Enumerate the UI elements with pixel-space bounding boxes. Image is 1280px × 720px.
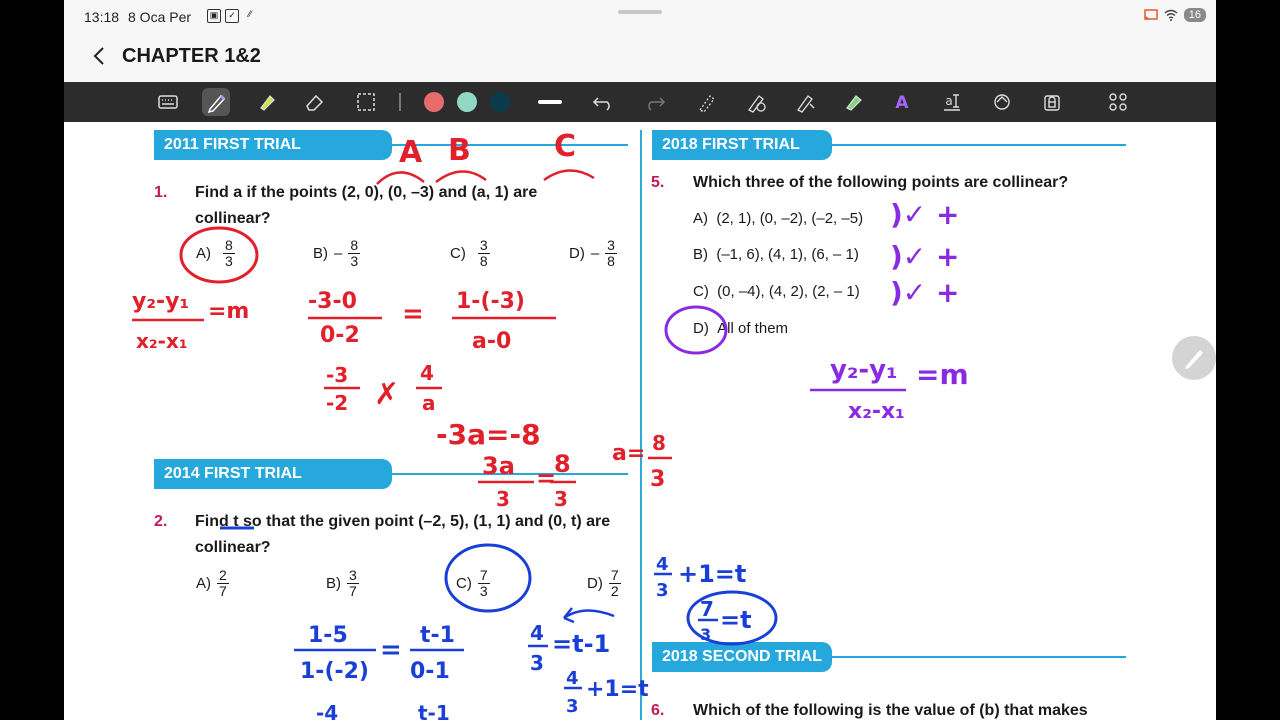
option-label: C) [693,283,709,300]
ink-q2-boxed-rhs: =t [720,606,752,634]
more-grid-icon[interactable] [1104,88,1132,116]
eraser-icon[interactable] [300,88,328,116]
ink-q1-step1-den: 0-2 [320,323,360,348]
ink-q1-step3: -3a=-8 [436,418,541,451]
title-bar [64,34,1216,82]
status-right [1144,8,1206,22]
text-a-icon[interactable] [888,88,916,116]
ink-arrow [564,610,614,618]
numerator: 7 [610,567,619,583]
battery-indicator: 16 [1184,8,1206,22]
ink-q2-top-rhs: +1=t [678,560,747,588]
keyboard-icon[interactable] [154,88,182,116]
redo-icon[interactable] [641,88,669,116]
ink-label-c: C [554,129,577,164]
q2-option-b[interactable] [326,568,359,599]
ink-q5-formula-eq: =m [916,358,969,391]
option-fraction [478,568,490,599]
ink-q2-step1-rhs-den: 0-1 [410,659,450,684]
q5-number: 5. [651,174,665,191]
denominator: 8 [479,253,488,269]
numerator: 2 [219,567,227,583]
q1-banner: 2011 FIRST TRIAL [154,130,392,160]
color-red[interactable] [424,92,444,112]
ink-q5-mark-c: )✓ + [890,276,960,309]
q6-text: Which of the following is the value of (b) that makes [693,702,1088,719]
q1-option-c[interactable] [450,238,490,269]
ink-box-q2-result [688,592,776,644]
q1-text-line1: Find a if the points (2, 0), (0, –3) and (a, 1) are [195,184,538,201]
option-label: D) [693,320,709,337]
ink-q2-step2-num: 4 [530,621,544,645]
q2-banner: 2014 FIRST TRIAL [154,459,392,489]
q5-option-a[interactable] [693,210,863,227]
ink-equals: = [402,299,424,329]
sticker-icon[interactable] [988,88,1016,116]
shape-icon[interactable] [741,88,769,116]
text-box-icon[interactable] [938,88,966,116]
option-fraction [347,568,359,599]
ink-q1-step4-rhs-den: 3 [554,487,568,511]
svg-text:A: A [895,93,909,113]
ink-q1-step1-rhs-den: a-0 [472,329,512,354]
denominator: 3 [225,253,233,269]
status-date: 8 Oca Per [128,9,192,25]
ink-q2-step1-rhs-num: t-1 [420,623,455,648]
highlighter-icon[interactable] [252,88,280,116]
ink-q1-step4-rhs-num: 8 [554,450,571,478]
lasso-icon[interactable] [352,88,380,116]
back-arrow-icon[interactable] [88,44,112,68]
status-bar [64,0,1216,34]
ink-q1-step2-lhs-num: -3 [326,363,349,387]
undo-icon[interactable] [589,88,617,116]
option-fraction [223,238,235,269]
option-fraction [217,568,229,599]
option-label: B) [313,245,328,262]
ink-q2-step1-den: 1-(-2) [300,659,369,684]
column-divider [640,130,642,720]
toolbar-separator [399,93,401,111]
ink-q1-result-den: 3 [650,467,666,492]
option-label: C) [450,245,466,262]
pen-icon[interactable] [202,88,230,116]
denominator: 8 [607,253,615,269]
option-label: D) [587,575,603,592]
numerator: 7 [479,567,488,583]
option-text: (0, –4), (4, 2), (2, – 1) [717,283,860,300]
ink-q2-step1-num: 1-5 [308,623,348,648]
option-text: All of them [717,320,789,337]
ink-q2-step2-rhs: =t-1 [552,630,611,658]
notes-app [64,0,1216,720]
q5-banner: 2018 FIRST TRIAL [652,130,832,160]
color-mint[interactable] [457,92,477,112]
ink-equals: = [380,635,402,665]
q5-option-b[interactable] [693,246,859,263]
option-fraction [348,238,360,269]
option-label: A) [196,575,211,592]
ink-label-b: B [448,133,471,168]
ink-q1-step1-rhs-num: 1-(-3) [456,289,525,314]
q5-option-d[interactable] [693,320,788,337]
ink-q1-step1-num: -3-0 [308,289,357,314]
stroke-width-icon[interactable] [536,88,564,116]
hatch-icon: ⁄⁄ [248,9,252,19]
ink-q2-bottom: -4 [316,701,339,720]
option-label: A) [196,245,211,262]
q2-option-c[interactable] [456,568,490,599]
numerator: 8 [350,237,359,253]
pencil-floating-button[interactable] [1172,336,1216,380]
option-sign: – [334,245,343,262]
denominator: 3 [350,253,359,269]
numerator: 3 [607,237,615,253]
check-icon: ✓ [225,9,239,23]
option-label: B) [693,246,708,263]
wifi-icon [1164,9,1178,21]
q2-option-d[interactable] [587,568,621,599]
document-page[interactable] [64,122,1216,720]
ink-arc-c [544,170,594,180]
option-text: (2, 1), (0, –2), (–2, –5) [716,210,864,227]
ink-q1-step4-den: 3 [496,487,510,511]
page-title: CHAPTER 1&2 [122,45,261,67]
numerator: 3 [479,237,488,253]
ink-q1-step2-rhs-num: 4 [420,361,434,385]
q1-banner-line [392,144,628,146]
multitask-handle[interactable] [618,10,662,14]
ink-formula-eq: =m [208,299,250,324]
option-fraction [478,238,490,269]
option-label: A) [693,210,708,227]
ink-q2-boxed-num: 7 [700,597,714,621]
numerator: 8 [225,237,233,253]
ink-q5-mark-a: )✓ + [890,198,960,231]
svg-text:a: a [945,94,953,108]
marker-icon[interactable] [839,88,867,116]
ink-q2-top-den: 3 [656,580,669,601]
q1-text-line2: collinear? [195,210,271,227]
option-fraction [605,238,617,269]
ink-q2-bottom-rhs: t-1 [418,701,450,720]
ink-q1-result-num: 8 [652,431,666,455]
ink-q2-boxed-den: 3 [700,625,712,644]
q1-number: 1. [154,184,168,201]
ink-q1-step2-lhs-den: -2 [326,391,349,415]
screenshot-icon: ▣ [207,9,221,23]
ink-equals: = [536,464,557,492]
ink-q2-top-num: 4 [656,554,669,575]
option-text: (–1, 6), (4, 1), (6, – 1) [716,246,859,263]
cast-icon [1144,9,1158,21]
lock-icon[interactable] [1038,88,1066,116]
drawing-toolbar [64,82,1216,122]
q2-number: 2. [154,513,168,530]
option-label: D) [569,245,585,262]
color-navy[interactable] [490,92,510,112]
q1-option-a[interactable] [196,238,235,269]
ink-formula-den: x₂-x₁ [136,329,188,353]
ink-q2-step3-num: 4 [566,668,579,689]
option-sign: – [590,245,600,262]
denominator: 3 [479,583,488,599]
numerator: 3 [349,567,357,583]
pencil-icon [1172,336,1216,380]
ink-cross-multiply: ✗ [374,377,400,412]
q5-banner-line [832,144,1126,146]
ink-q5-mark-b: )✓ + [890,240,960,273]
q6-banner: 2018 SECOND TRIAL [652,642,832,672]
option-label: B) [326,575,341,592]
ink-q2-step3-den: 3 [566,696,579,717]
q2-option-a[interactable] [196,568,229,599]
status-time: 13:18 [84,9,120,25]
ink-formula-num: y₂-y₁ [132,289,190,314]
q5-option-c[interactable] [693,283,860,300]
q6-banner-line [832,656,1126,658]
ink-label-a: A [399,135,423,170]
option-fraction [609,568,621,599]
q5-text: Which three of the following points are collinear? [693,174,1069,191]
denominator: 7 [349,583,357,599]
ink-q2-step3-rhs: +1=t [586,677,649,702]
q2-banner-line [392,473,628,475]
ink-q1-step4-num: 3a [482,452,515,480]
laser-icon[interactable] [790,88,818,116]
select-icon[interactable] [692,88,720,116]
ink-arrow-head [564,608,574,622]
status-notification-icons [207,9,257,23]
option-label: C) [456,575,472,592]
ink-q1-step2-rhs-den: a [422,391,436,415]
q2-text-line1: Find t so that the given point (–2, 5), (1, 1) and (0, t) are [195,513,611,530]
q1-option-d[interactable] [569,238,617,269]
ink-q1-result: a= [612,441,646,466]
ink-q2-step2-den: 3 [530,651,544,675]
denominator: 2 [610,583,619,599]
ink-q5-formula-num: y₂-y₁ [830,355,898,385]
q6-number: 6. [651,702,665,719]
denominator: 7 [219,583,227,599]
q1-option-b[interactable] [313,238,360,269]
q2-text-line2: collinear? [195,539,271,556]
ink-q5-formula-den: x₂-x₁ [848,399,905,424]
